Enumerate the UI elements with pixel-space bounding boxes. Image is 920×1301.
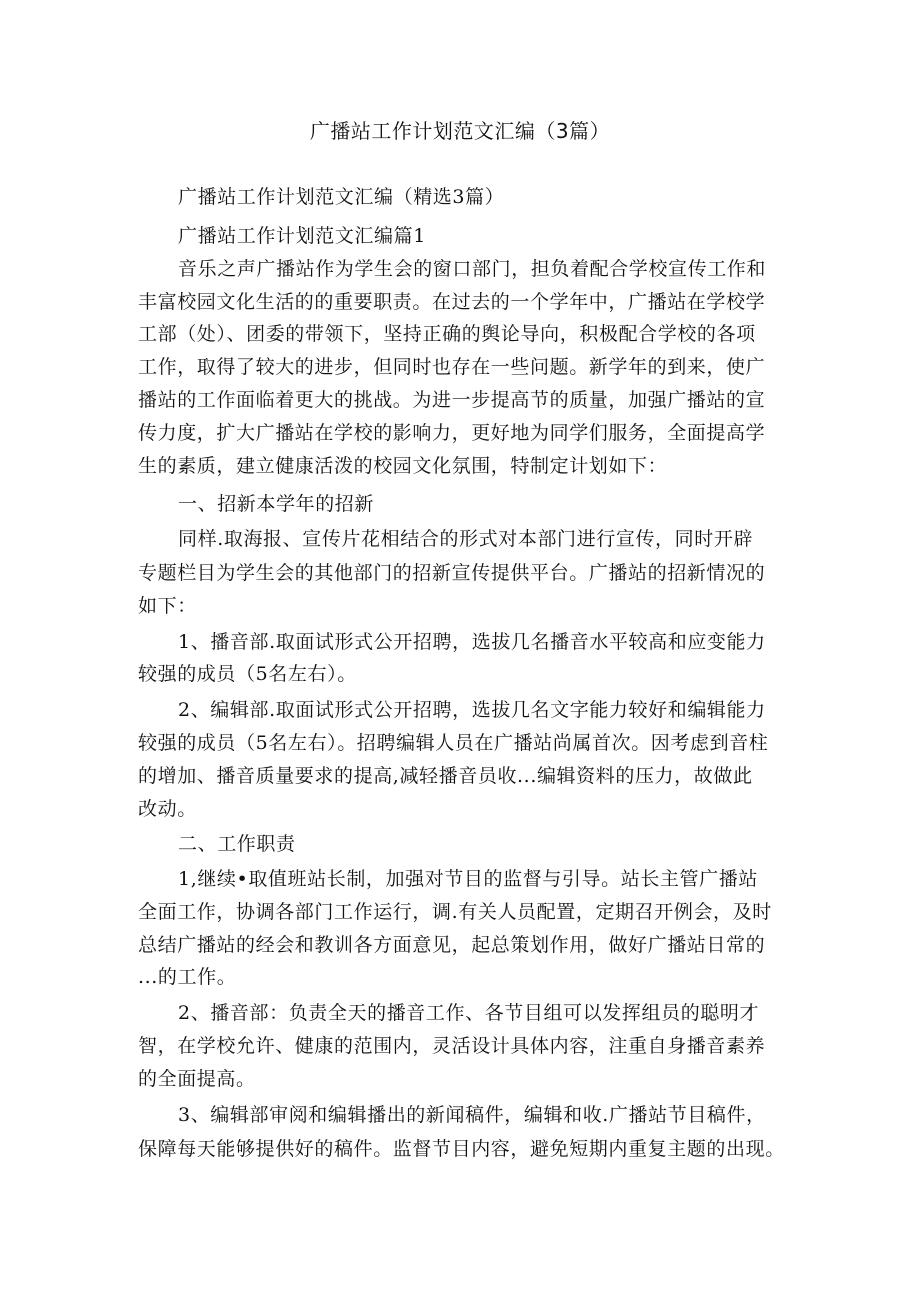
- paragraph-line: 工作，取得了较大的进步，但同时也存在一些问题。新学年的到来，使广: [138, 356, 766, 378]
- paragraph-line: 专题栏目为学生会的其他部门的招新宣传提供平台。广播站的招新情况的: [138, 562, 766, 584]
- paragraph-line: 的增加、播音质量要求的提高,减轻播音员收...编辑资料的压力，故做此: [138, 765, 753, 787]
- paragraph-line: 音乐之声广播站作为学生会的窗口部门，担负着配合学校宣传工作和: [178, 258, 767, 280]
- paragraph-line: 总结广播站的经会和教训各方面意见，起总策划作用，做好广播站日常的: [138, 934, 766, 956]
- paragraph-line: 改动。: [138, 798, 197, 820]
- subtitle-line: 广播站工作计划范文汇编（精选3篇）: [178, 186, 505, 208]
- paragraph-line: 1、播音部.取面试形式公开招聘，选拔几名播音水平较高和应变能力: [178, 631, 766, 653]
- document-title: 广播站工作计划范文汇编（3篇）: [309, 119, 611, 143]
- paragraph-line: 保障每天能够提供好的稿件。监督节目内容，避免短期内重复主题的出现。: [138, 1138, 785, 1160]
- paragraph-line: 生的素质，建立健康活泼的校园文化氛围，特制定计划如下：: [138, 455, 668, 477]
- paragraph-line: 全面工作，协调各部门工作运行，调.有关人员配置，定期召开例会，及时: [138, 901, 772, 923]
- paragraph-line: 的全面提高。: [138, 1068, 256, 1090]
- paragraph-line: 传力度，扩大广播站在学校的影响力，更好地为同学们服务，全面提高学: [138, 422, 766, 444]
- paragraph-line: 工部（处）、团委的带领下，坚持正确的舆论导向，积极配合学校的各项: [138, 323, 756, 345]
- section-heading-line: 一、招新本学年的招新: [178, 493, 375, 515]
- paragraph-line: 2、播音部：负责全天的播音工作、各节目组可以发挥组员的聪明才: [178, 1002, 760, 1024]
- section-heading-line: 二、工作职责: [178, 833, 296, 855]
- paragraph-line: ...的工作。: [138, 966, 237, 988]
- paragraph-line: 如下：: [138, 595, 197, 617]
- paragraph-line: 播站的工作面临着更大的挑战。为进一步提高节的质量，加强广播站的宣: [138, 389, 766, 411]
- paragraph-line: 较强的成员（5名左右）。招聘编辑人员在广播站尚属首次。因考虑到音柱: [138, 732, 769, 754]
- section-heading-line: 广播站工作计划范文汇编篇1: [178, 225, 426, 247]
- paragraph-line: 1,继续•取值班站长制，加强对节目的监督与引导。站长主管广播站: [178, 868, 758, 890]
- paragraph-line: 3、编辑部审阅和编辑播出的新闻稿件，编辑和收.广播站节目稿件，: [178, 1104, 766, 1126]
- paragraph-line: 较强的成员（5名左右）。: [138, 663, 357, 685]
- paragraph-line: 同样.取海报、宣传片花相结合的形式对本部门进行宣传，同时开辟: [178, 528, 754, 550]
- paragraph-line: 丰富校园文化生活的的重要职责。在过去的一个学年中，广播站在学校学: [138, 291, 766, 313]
- paragraph-line: 智，在学校允许、健康的范围内，灵活设计具体内容，注重自身播音素养: [138, 1035, 766, 1057]
- paragraph-line: 2、编辑部.取面试形式公开招聘，选拔几名文字能力较好和编辑能力: [178, 699, 766, 721]
